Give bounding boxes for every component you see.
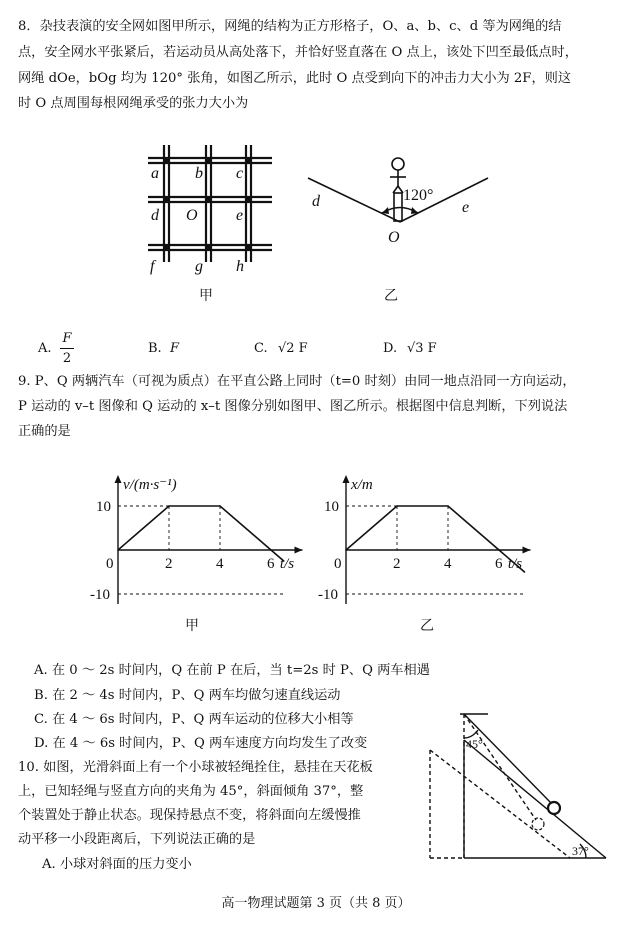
x-axis-arrow bbox=[295, 547, 303, 554]
q9-option-d: D. 在 4 ～ 6s 时间内，P、Q 两车速度方向均发生了改变 bbox=[34, 736, 368, 751]
x-tick-label: 2 bbox=[393, 556, 401, 572]
data-point bbox=[396, 505, 398, 507]
q10-line1: 10. 如图，光滑斜面上有一个小球被轻绳拴住，悬挂在天花板 bbox=[18, 760, 373, 775]
angle-label-37: 37° bbox=[572, 844, 589, 858]
data-point bbox=[447, 505, 449, 507]
q8-option-d-text: √3 F bbox=[407, 341, 437, 356]
x-tick-label: 6 bbox=[267, 556, 275, 572]
net-grid-figure bbox=[140, 140, 290, 280]
q8-option-b-text: F bbox=[170, 341, 180, 356]
y-axis-label: v/(m·s⁻¹) bbox=[123, 477, 177, 493]
data-point bbox=[270, 549, 272, 551]
q9-caption-jia: 甲 bbox=[185, 618, 199, 634]
q10-option-a: A. 小球对斜面的压力变小 bbox=[42, 857, 192, 872]
node-label-O: O bbox=[186, 207, 198, 224]
q9-option-a: A. 在 0 ～ 2s 时间内，Q 在前 P 在后，当 t=2s 时 P、Q 两车相遇 bbox=[34, 663, 430, 678]
y-axis-arrow bbox=[115, 475, 122, 483]
fraction-bar bbox=[60, 348, 74, 349]
x-tick-label: 0 bbox=[334, 556, 342, 572]
rope-label-e: e bbox=[462, 199, 470, 216]
q10-line3: 个装置处于静止状态。现保持悬点不变，将斜面向左缓慢推 bbox=[18, 808, 361, 823]
x-tick-label: 2 bbox=[165, 556, 173, 572]
q8-line2: 点，安全网水平张紧后，若运动员从高处落下，并恰好竖直落在 O 点上，该处下凹至最低点时， bbox=[18, 45, 578, 60]
node-label-f: f bbox=[150, 258, 155, 275]
q8-caption-yi: 乙 bbox=[384, 288, 398, 304]
data-point bbox=[524, 571, 526, 573]
y-axis-label: x/m bbox=[351, 477, 373, 493]
acrobat-net-figure bbox=[300, 150, 500, 250]
ball-shifted bbox=[532, 818, 544, 830]
node-label-c: c bbox=[236, 165, 244, 182]
q8-option-a-numerator: F bbox=[62, 331, 72, 346]
page-footer: 高一物理试题第 3 页（共 8 页） bbox=[221, 896, 411, 911]
q8-option-b-key: B. bbox=[148, 341, 162, 356]
x-axis-label: t/s bbox=[507, 556, 523, 572]
x-axis-label: t/s bbox=[279, 556, 295, 572]
x-tick-label: 6 bbox=[495, 556, 503, 572]
q8-line4: 时 O 点周围每根网绳承受的张力大小为 bbox=[18, 96, 249, 111]
q8-option-c-key: C. bbox=[254, 341, 268, 356]
angle-label-45: 45° bbox=[466, 737, 483, 751]
data-point bbox=[345, 549, 347, 551]
xt-chart-yi bbox=[318, 465, 548, 615]
q8-option-c-text: √2 F bbox=[278, 341, 308, 356]
x-axis-arrow bbox=[523, 547, 531, 554]
y-tick-label: -10 bbox=[318, 587, 338, 603]
node-label-e: e bbox=[236, 207, 244, 224]
q8-option-d-key: D. bbox=[383, 341, 398, 356]
data-point bbox=[168, 505, 170, 507]
angle-label-120: 120° bbox=[403, 187, 434, 204]
x-tick-label: 4 bbox=[444, 556, 452, 572]
x-tick-label: 4 bbox=[216, 556, 224, 572]
ball bbox=[548, 802, 560, 814]
y-tick-label: 10 bbox=[324, 499, 339, 515]
q9-line3: 正确的是 bbox=[18, 424, 71, 439]
q8-caption-jia: 甲 bbox=[199, 288, 213, 304]
y-tick-label: 10 bbox=[96, 499, 111, 515]
q9-line1: 9. P、Q 两辆汽车（可视为质点）在平直公路上同时（t=0 时刻）由同一地点沿同一方向运动， bbox=[18, 374, 576, 389]
node-label-g: g bbox=[195, 258, 203, 275]
point-label-O: O bbox=[388, 229, 400, 246]
y-axis-arrow bbox=[343, 475, 350, 483]
data-point bbox=[498, 549, 500, 551]
q10-line2: 上，已知轻绳与竖直方向的夹角为 45°，斜面倾角 37°，整 bbox=[18, 784, 364, 799]
rope-label-d: d bbox=[312, 193, 320, 210]
q10-line4: 动平移一小段距离后，下列说法正确的是 bbox=[18, 832, 256, 847]
q8-option-a-denominator: 2 bbox=[62, 351, 72, 366]
vt-chart-jia bbox=[90, 465, 320, 615]
data-point bbox=[117, 549, 119, 551]
x-tick-label: 0 bbox=[106, 556, 114, 572]
q8-option-a-key: A. bbox=[38, 341, 52, 356]
q9-caption-yi: 乙 bbox=[420, 618, 434, 634]
node-label-h: h bbox=[236, 258, 244, 275]
node-label-d: d bbox=[151, 207, 159, 224]
q8-line1: 8．杂技表演的安全网如图甲所示，网绳的结构为正方形格子，O、a、b、c、d 等为网绳的结 bbox=[18, 19, 562, 34]
q9-line2: P 运动的 v–t 图像和 Q 运动的 x–t 图像分别如图甲、图乙所示。根据图中信息判断，下列说法 bbox=[18, 399, 568, 414]
y-tick-label: -10 bbox=[90, 587, 110, 603]
q9-option-c: C. 在 4 ～ 6s 时间内，P、Q 两车运动的位移大小相等 bbox=[34, 712, 354, 727]
series-line bbox=[118, 506, 284, 561]
q8-line3: 网绳 dOe，bOg 均为 120° 张角，如图乙所示，此时 O 点受到向下的冲击力大小为 2F，则这 bbox=[18, 71, 572, 86]
q9-option-b: B. 在 2 ～ 4s 时间内，P、Q 两车均做匀速直线运动 bbox=[34, 688, 341, 703]
data-point bbox=[219, 505, 221, 507]
node-label-b: b bbox=[195, 165, 203, 182]
node-label-a: a bbox=[151, 165, 159, 182]
incline-ball-figure bbox=[420, 708, 620, 868]
